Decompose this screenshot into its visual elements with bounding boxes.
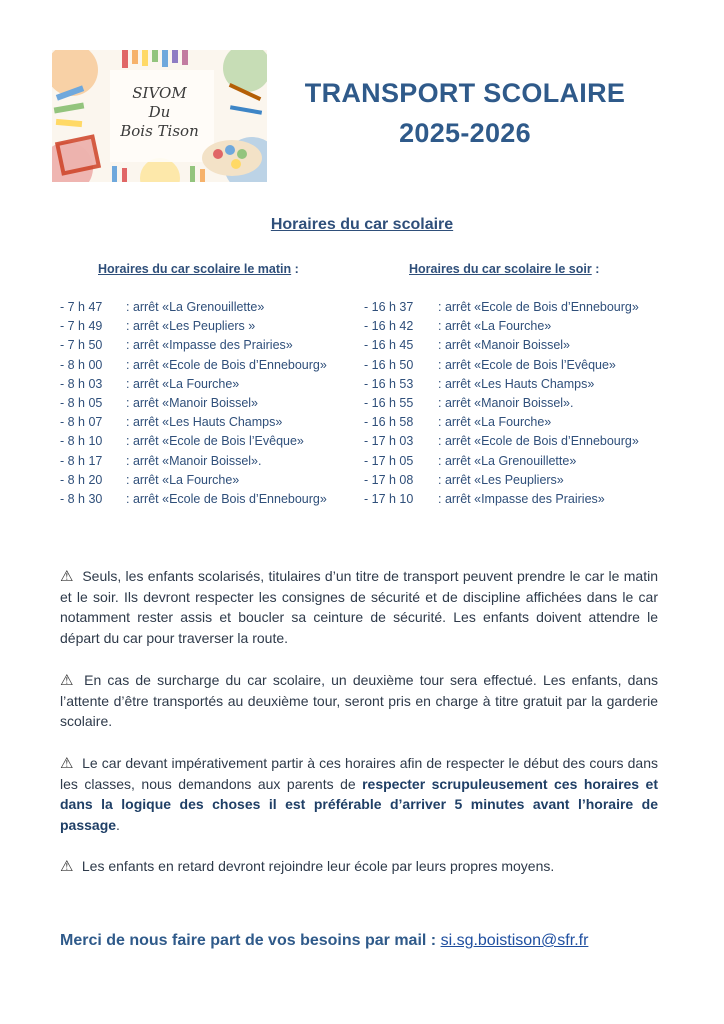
sivom-logo bbox=[52, 50, 267, 182]
schedule-row bbox=[60, 415, 327, 434]
time: - 16 h 42 bbox=[364, 319, 414, 334]
time: - 17 h 08 bbox=[364, 472, 414, 487]
warning-icon: ⚠ bbox=[60, 858, 74, 875]
logo-line-2: Du bbox=[148, 103, 171, 121]
schedule-row bbox=[60, 377, 327, 396]
schedule-row bbox=[364, 358, 639, 377]
time: - 7 h 50 bbox=[60, 338, 103, 353]
stop: : arrêt «Ecole de Bois d’Ennebourg» bbox=[126, 357, 327, 372]
morning-heading-colon: : bbox=[291, 262, 299, 276]
time: - 7 h 47 bbox=[60, 300, 103, 314]
time: - 7 h 49 bbox=[60, 319, 103, 334]
evening-schedule bbox=[364, 300, 639, 511]
stop: : arrêt «La Fourche» bbox=[438, 319, 552, 334]
section-title: Horaires du car scolaire bbox=[270, 216, 454, 233]
schedule-row bbox=[60, 338, 327, 357]
stop: : arrêt «La Fourche» bbox=[126, 376, 240, 391]
stop: : arrêt «Manoir Boissel». bbox=[126, 453, 262, 468]
stop: : arrêt «Ecole de Bois d’Ennebourg» bbox=[438, 434, 639, 449]
warning-icon: ⚠ bbox=[60, 755, 74, 772]
logo-line-1: SIVOM bbox=[132, 84, 187, 102]
contact-footer bbox=[60, 932, 588, 950]
time: - 8 h 05 bbox=[60, 395, 103, 410]
page-title: TRANSPORT SCOLAIRE bbox=[304, 78, 626, 108]
time: - 8 h 10 bbox=[60, 434, 103, 449]
time: - 17 h 03 bbox=[364, 434, 414, 449]
evening-heading-text: Horaires du car scolaire le soir bbox=[409, 262, 592, 276]
notice-paragraph-2 bbox=[60, 670, 658, 732]
schedule-row bbox=[364, 319, 639, 338]
notice-paragraph-3 bbox=[60, 753, 658, 835]
stop: : arrêt «Ecole de Bois d’Ennebourg» bbox=[438, 300, 639, 314]
evening-heading-colon: : bbox=[591, 262, 600, 276]
warning-icon: ⚠ bbox=[60, 672, 74, 689]
schedule-row bbox=[364, 300, 639, 319]
morning-heading-text: Horaires du car scolaire le matin bbox=[98, 262, 292, 276]
schedule-row bbox=[60, 358, 327, 377]
logo-line-3: Bois Tison bbox=[120, 122, 199, 140]
page-year: 2025-2026 bbox=[399, 118, 531, 148]
notice-text-3-emphasis: respecter scrupuleusement ces horaires et dans la logique des choses il est préférable d’arriver 5 minutes avant l’horaire de passage bbox=[60, 776, 658, 833]
time: - 16 h 37 bbox=[364, 300, 414, 314]
time: - 8 h 07 bbox=[60, 415, 103, 430]
schedule-row bbox=[364, 492, 639, 511]
schedule-row bbox=[60, 492, 327, 511]
stop: : arrêt «Les Peupliers» bbox=[438, 472, 564, 487]
notice-paragraph-4 bbox=[60, 856, 658, 877]
stop: : arrêt «La Fourche» bbox=[438, 415, 552, 430]
stop: : arrêt «La Fourche» bbox=[126, 472, 240, 487]
logo-text bbox=[52, 84, 267, 141]
time: - 16 h 55 bbox=[364, 395, 414, 410]
schedule-row bbox=[364, 338, 639, 357]
notice-text-1: Seuls, les enfants scolarisés, titulaires d’un titre de transport peuvent prendre le car le matin et le soir. Ils devront respecter les consignes de sécurité et de discipline affichées dans le car notamment rester assis et boucler sa ceinture de sécurité. Les enfants doivent attendre le départ du car pour traverser la route. bbox=[60, 568, 659, 646]
schedule-row bbox=[60, 300, 327, 319]
notice-text-3-end: . bbox=[116, 816, 120, 833]
morning-heading bbox=[98, 262, 299, 276]
stop: : arrêt «Impasse des Prairies» bbox=[126, 338, 293, 353]
stop: : arrêt «Les Peupliers » bbox=[126, 319, 256, 334]
schedule-row bbox=[364, 473, 639, 492]
time: - 16 h 45 bbox=[364, 338, 414, 353]
stop: : arrêt «Ecole de Bois d’Ennebourg» bbox=[126, 491, 327, 506]
stop: : arrêt «Les Hauts Champs» bbox=[126, 415, 283, 430]
schedule-row bbox=[60, 396, 327, 415]
schedule-row bbox=[60, 434, 327, 453]
time: - 16 h 50 bbox=[364, 357, 414, 372]
schedule-row bbox=[364, 396, 639, 415]
time: - 8 h 00 bbox=[60, 357, 103, 372]
time: - 17 h 10 bbox=[364, 491, 414, 506]
notice-text-3: Le car devant impérativement partir à ces horaires afin de respecter le début des cours dans les classes, nous demandons aux parents de bbox=[60, 755, 659, 793]
schedule-row bbox=[60, 454, 327, 473]
morning-schedule bbox=[60, 300, 327, 511]
time: - 8 h 30 bbox=[60, 491, 103, 506]
warning-icon: ⚠ bbox=[60, 568, 74, 585]
time: - 8 h 17 bbox=[60, 453, 103, 468]
stop: : arrêt «Impasse des Prairies» bbox=[438, 491, 605, 506]
email-link[interactable]: si.sg.boistison@sfr.fr bbox=[440, 932, 589, 949]
time: - 8 h 20 bbox=[60, 472, 103, 487]
stop: : arrêt «Manoir Boissel». bbox=[438, 395, 574, 410]
contact-text: Merci de nous faire part de vos besoins par mail : bbox=[60, 932, 441, 949]
stop: : arrêt «Manoir Boissel» bbox=[126, 395, 259, 410]
stop: : arrêt «La Grenouillette» bbox=[438, 453, 577, 468]
schedule-row bbox=[364, 415, 639, 434]
notice-text-2: En cas de surcharge du car scolaire, un deuxième tour sera effectué. Les enfants, dans l’attente d’être transportés au deuxième tour, seront pris en charge à titre gratuit par la garderie scolaire. bbox=[60, 672, 659, 730]
schedule-row bbox=[60, 473, 327, 492]
stop: : arrêt «Les Hauts Champs» bbox=[438, 376, 595, 391]
stop: : arrêt «Manoir Boissel» bbox=[438, 338, 571, 353]
schedule-row bbox=[364, 454, 639, 473]
time: - 16 h 53 bbox=[364, 376, 414, 391]
time: - 16 h 58 bbox=[364, 415, 414, 430]
notice-text-4: Les enfants en retard devront rejoindre leur école par leurs propres moyens. bbox=[81, 858, 555, 874]
schedule-row bbox=[364, 377, 639, 396]
schedule-row bbox=[364, 434, 639, 453]
stop: : arrêt «La Grenouillette» bbox=[126, 300, 265, 314]
notice-paragraph-1 bbox=[60, 566, 658, 648]
evening-heading bbox=[409, 262, 599, 276]
schedule-row bbox=[60, 319, 327, 338]
time: - 8 h 03 bbox=[60, 376, 103, 391]
stop: : arrêt «Ecole de Bois l’Evêque» bbox=[438, 357, 616, 372]
stop: : arrêt «Ecole de Bois l’Evêque» bbox=[126, 434, 304, 449]
time: - 17 h 05 bbox=[364, 453, 414, 468]
